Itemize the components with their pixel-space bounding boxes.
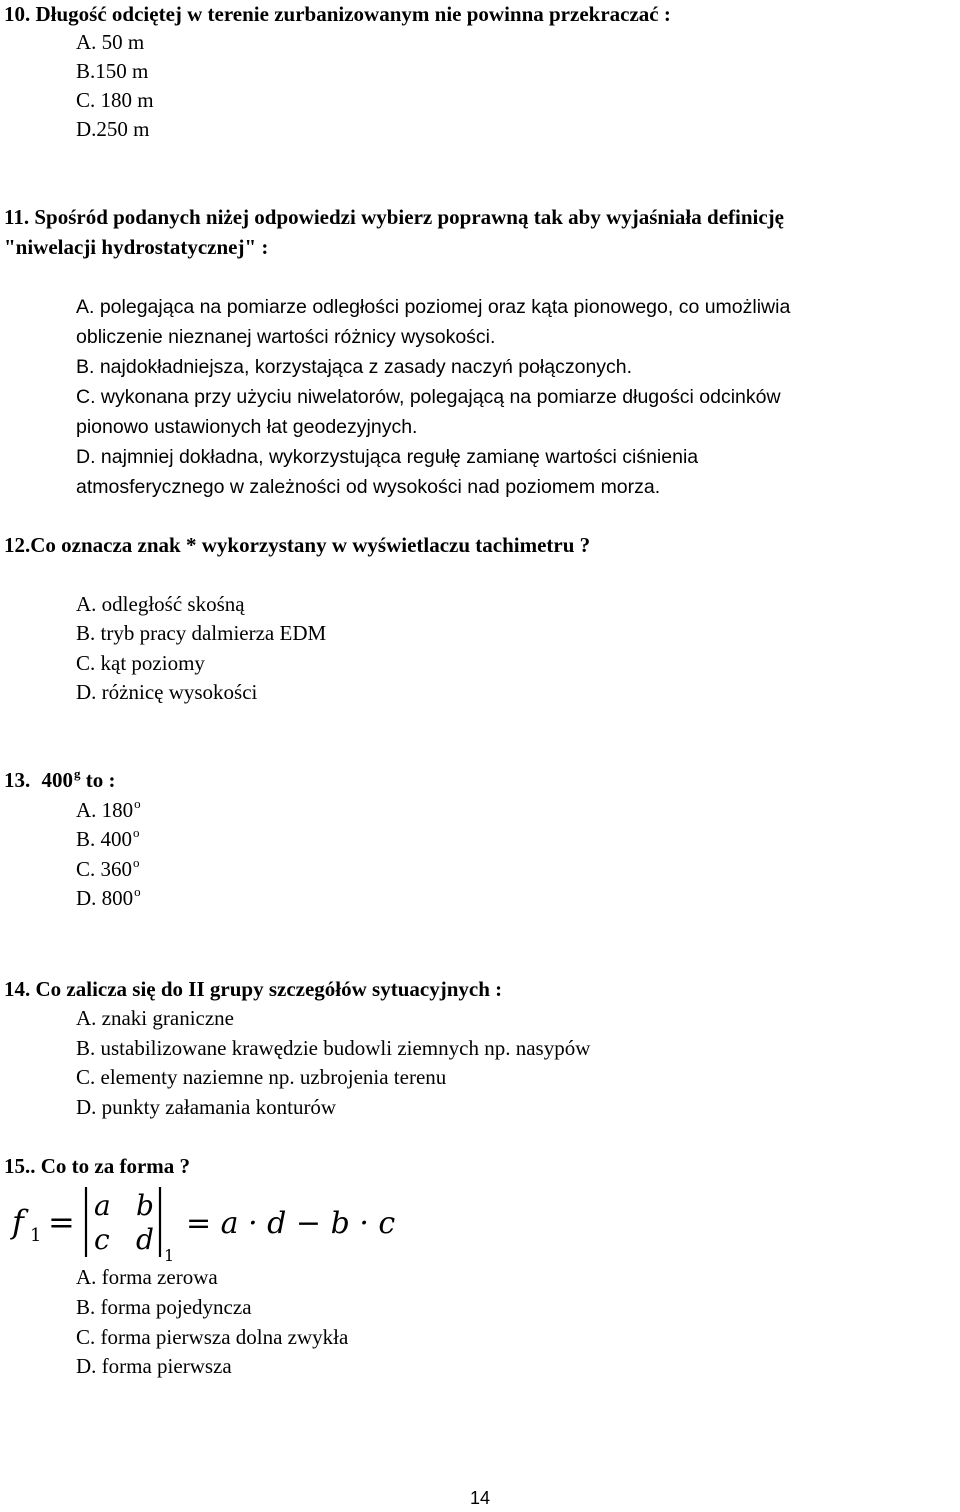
matrix-a: a — [94, 1189, 111, 1222]
formula-eq: = — [48, 1203, 75, 1241]
q11-option-b: B. najdokładniejsza, korzystająca z zasady naczyń połączonych. — [76, 356, 633, 378]
q13-number: 13. — [4, 768, 31, 792]
question-12: 12.Co oznacza znak * wykorzystany w wyświetlaczu tachimetru ? — [4, 533, 591, 557]
formula-f-sub: 1 — [30, 1225, 42, 1246]
q10-option-c: C. 180 m — [76, 88, 154, 112]
q13-option-c: C. 360$^o$ — [76, 855, 140, 881]
q15-option-d: D. forma pierwsza — [76, 1354, 232, 1378]
question-15: 15.. Co to za forma ? — [4, 1154, 191, 1178]
question-14: 14. Co zalicza się do II grupy szczegółów sytuacyjnych : — [4, 977, 503, 1001]
q13-option-a: A. 180$^o$ — [76, 796, 141, 822]
q13-suffix: to : — [85, 768, 116, 792]
question-11-line-2: "niwelacji hydrostatycznej" : — [4, 235, 269, 259]
question-11-line-1: 11. Spośród podanych niżej odpowiedzi wybierz poprawną tak aby wyjaśniała definicję — [4, 205, 784, 229]
q11-option-d-line-1: D. najmniej dokładna, wykorzystująca regułę zamianę wartości ciśnienia — [76, 446, 699, 468]
formula-f: f — [12, 1203, 24, 1241]
matrix-c: c — [94, 1223, 110, 1256]
q15-option-c: C. forma pierwsza dolna zwykła — [76, 1325, 349, 1349]
question-10: 10. Długość odciętej w terenie zurbanizowanym nie powinna przekraczać : — [4, 2, 671, 26]
q10-option-a: A. 50 m — [76, 30, 145, 54]
q15-option-b: B. forma pojedyncza — [76, 1295, 252, 1319]
q14-option-b: B. ustabilizowane krawędzie budowli ziemnych np. nasypów — [76, 1036, 591, 1060]
q11-option-c-line-2: pionowo ustawionych łat geodezyjnych. — [76, 416, 418, 438]
matrix-b: b — [136, 1189, 154, 1222]
q14-option-a: A. znaki graniczne — [76, 1006, 235, 1030]
q15-option-a: A. forma zerowa — [76, 1265, 218, 1289]
q14-option-d: D. punkty załamania konturów — [76, 1095, 337, 1119]
q13-value-sup: g — [74, 766, 81, 781]
q10-option-d: D.250 m — [76, 117, 150, 141]
q10-option-b: B.150 m — [76, 59, 149, 83]
page-number: 14 — [470, 1488, 491, 1508]
q11-option-d-line-2: atmosferycznego w zależności od wysokości nad poziomem morza. — [76, 476, 661, 498]
q11-option-c-line-1: C. wykonana przy użyciu niwelatorów, polegającą na pomiarze długości odcinków — [76, 386, 781, 408]
q13-option-b: B. 400$^o$ — [76, 825, 140, 851]
formula-rhs: = a · d − b · c — [186, 1206, 396, 1241]
q12-option-a: A. odległość skośną — [76, 592, 245, 616]
q13-option-d: D. 800$^o$ — [76, 884, 141, 910]
q13-value: 400 — [41, 768, 73, 792]
q12-option-b: B. tryb pracy dalmierza EDM — [76, 621, 327, 645]
q12-option-d: D. różnicę wysokości — [76, 680, 258, 704]
question-13 — [4, 766, 116, 797]
q14-option-c: C. elementy naziemne np. uzbrojenia terenu — [76, 1065, 447, 1089]
matrix-d: d — [136, 1223, 154, 1256]
det-sub: 1 — [164, 1246, 175, 1265]
q11-option-a-line-2: obliczenie nieznanej wartości różnicy wysokości. — [76, 326, 496, 348]
determinant-formula — [8, 1183, 396, 1265]
q11-option-a-line-1: A. polegająca na pomiarze odległości poziomej oraz kąta pionowego, co umożliwia — [76, 296, 791, 318]
q12-option-c: C. kąt poziomy — [76, 651, 205, 675]
